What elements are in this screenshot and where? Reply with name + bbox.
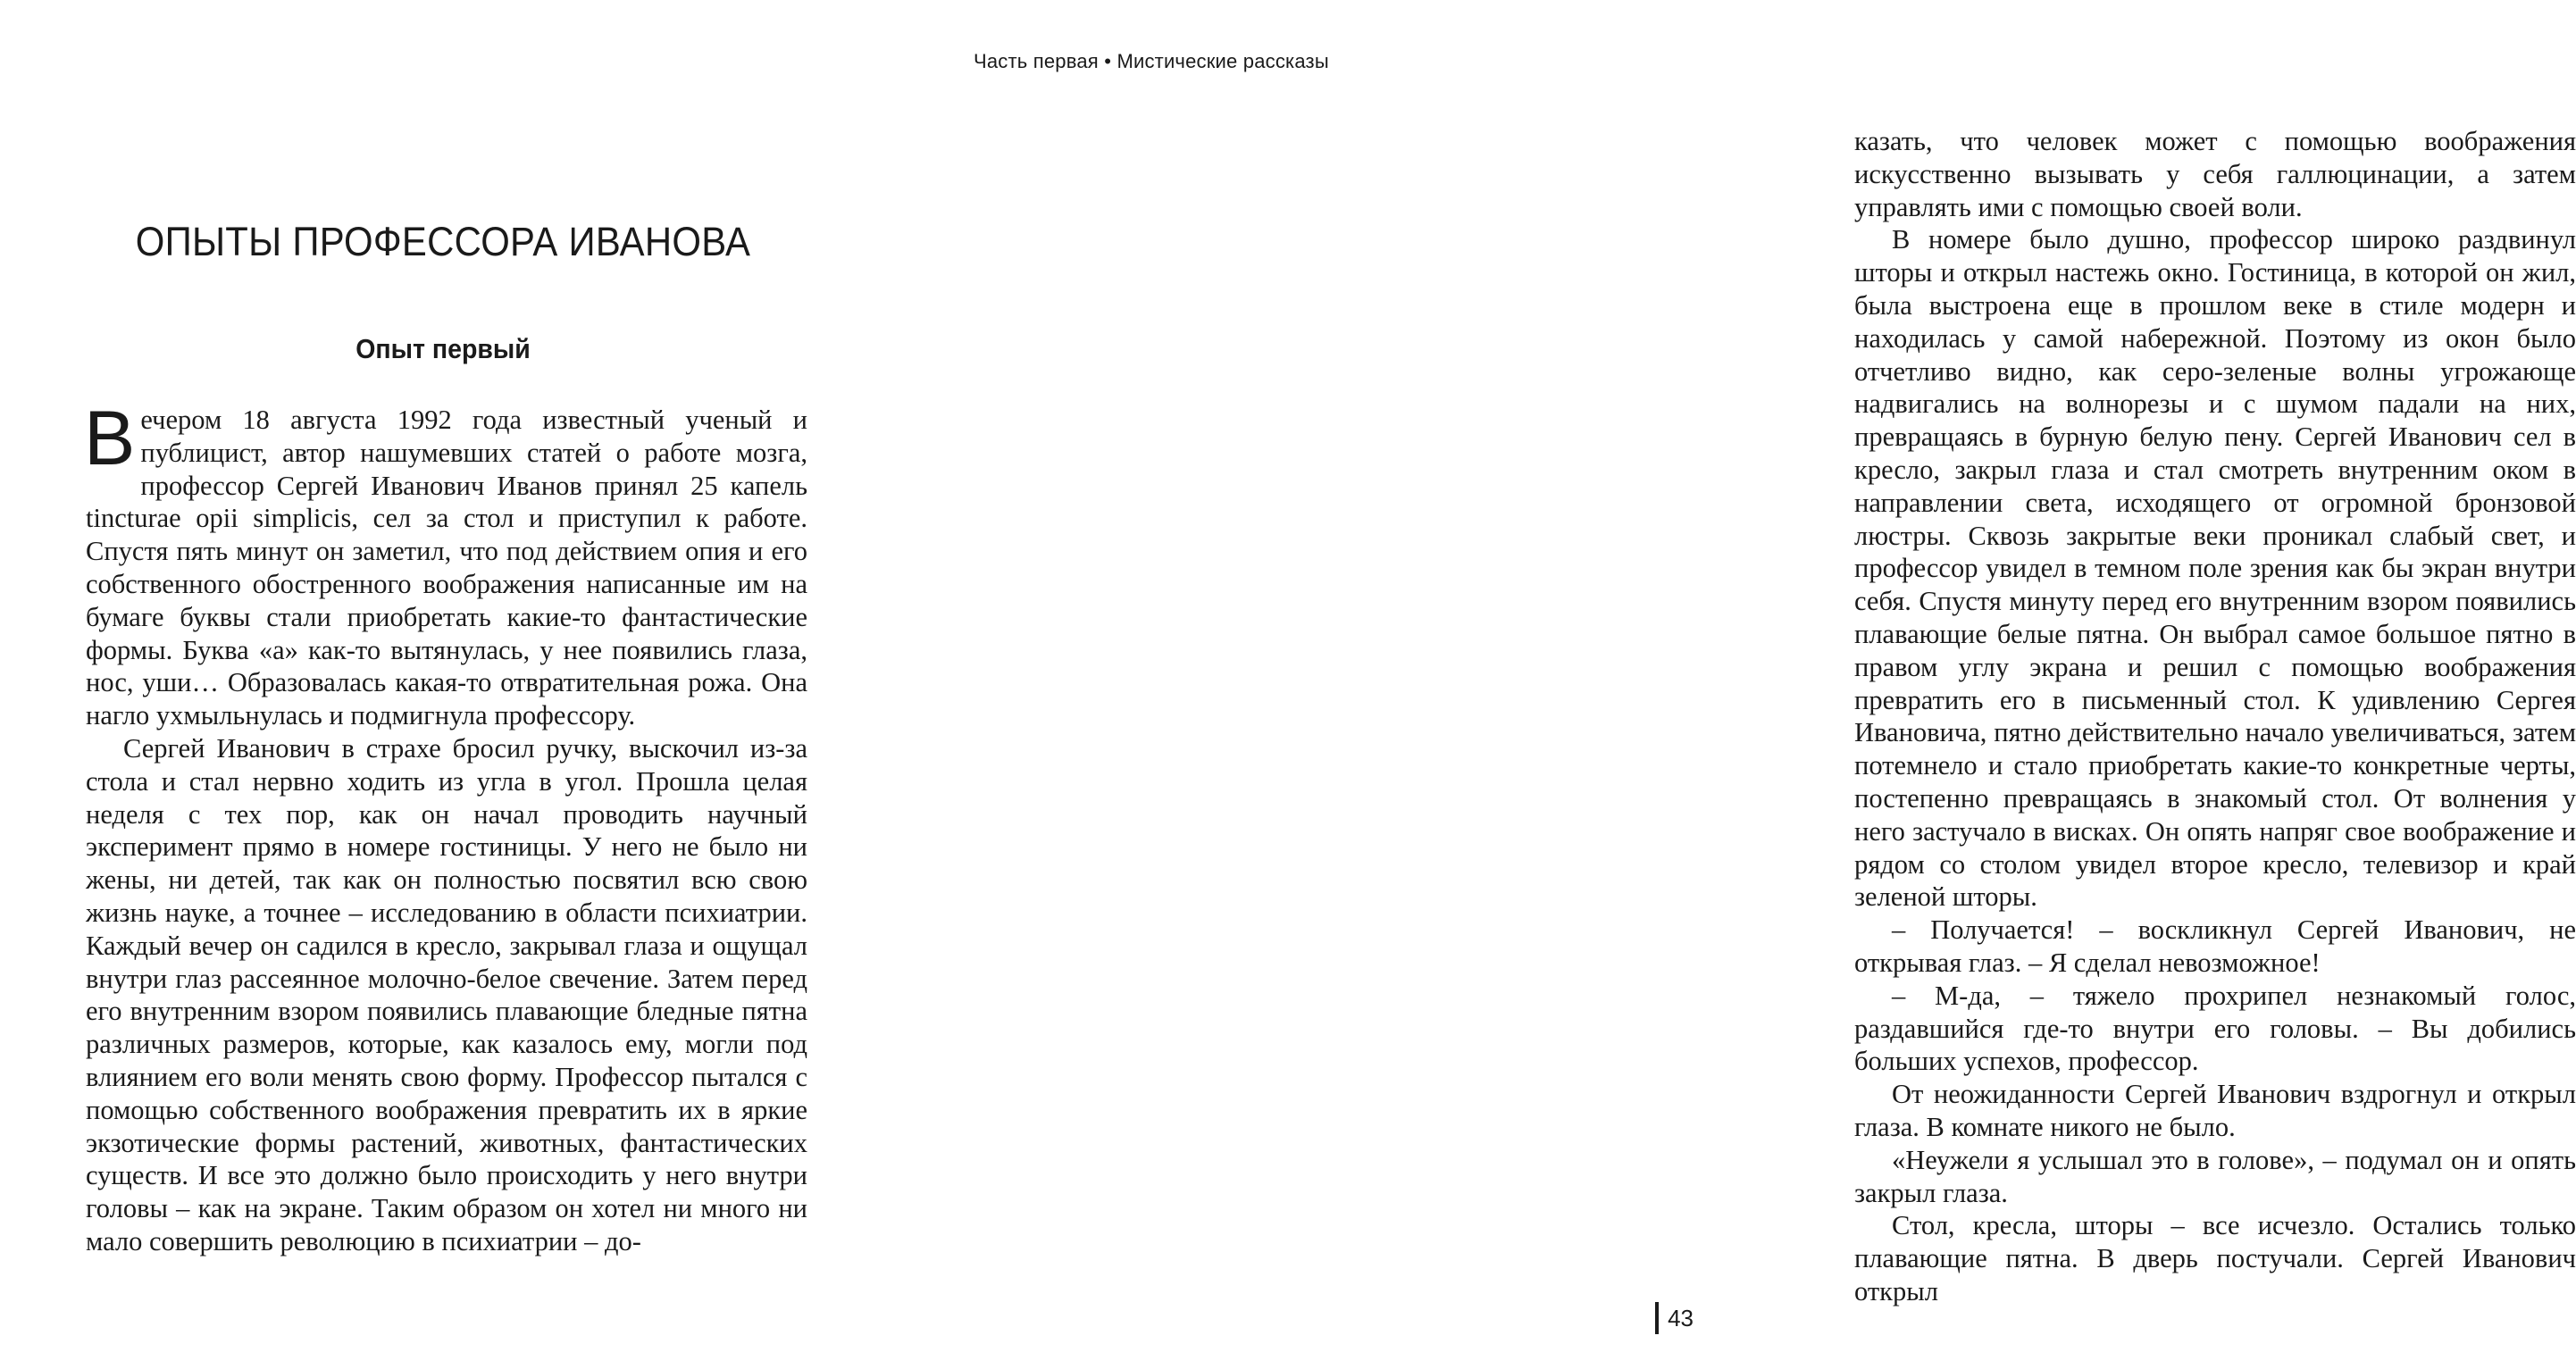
left-body-text xyxy=(84,396,807,1258)
drop-cap: В xyxy=(84,396,136,481)
paragraph: Сергей Иванович в страхе бросил ручку, выскочил из-за стола и стал нервно ходить из угла в угол. Прошла целая неделя с тех пор, как он начал проводить научный эксперимент прямо в номере гостиницы. У него не было ни жены, ни детей, так как он полностью посвятил всю свою жизнь науке, а точнее – исследованию в области психиатрии. Каждый вечер он садился в кресло, закрывал глаза и ощущал внутри глаз рассеянное молочно-белое свечение. Затем перед его внутренним взором появились плавающие бледные пятна различных размеров, которые, как казалось ему, могли под влиянием его воли менять свою форму. Профессор пытался с помощью собственного воображения превратить их в яркие экзотические формы растений, животных, фантастических существ. И все это должно было происходить у него внутри головы – как на экране. Таким образом он хотел ни много ни мало совершить революцию в психиатрии – до- xyxy=(86,732,807,1256)
right-page xyxy=(881,0,2576,1369)
page-number-block xyxy=(1655,1302,1694,1334)
paragraph: В номере было душно, профессор широко раздвинул шторы и открыл настежь окно. Гостиница, в которой он жил, была выстроена еще в прошлом веке в стиле модерн и находилась у самой набережной. Поэтому из окон было отчетливо видно, как серо-зеленые волны угрожающе надвигались на волнорезы и с шумом падали на них, превращаясь в бурную белую пену. Сергей Иванович сел в кресло, закрыл глаза и стал смотреть внутренним оком в направлении света, исходящего от огромной бронзовой люстры. Сквозь закрытые веки проникал слабый свет, и профессор увидел в темном поле зрения как бы экран внутри себя. Спустя минуту перед его внутренним взором появились плавающие белые пятна. Он выбрал самое большое пятно в правом углу экрана и решил с помощью воображения превратить его в письменный стол. К удивлению Сергея Ивановича, пятно действительно начало увеличиваться, затем потемнело и стало приобретать какие-то конкретные черты, постепенно превращаясь в знакомый стол. От волнения у него застучало в висках. Он опять напряг свое воображение и рядом со столом увидел второе кресло, телевизор и край зеленой шторы. xyxy=(1854,224,2576,913)
folio-rule xyxy=(1655,1302,1659,1334)
paragraph: «Неужели я услышал это в голове», – подумал он и опять закрыл глаза. xyxy=(1854,1144,2576,1208)
paragraph: Стол, кресла, шторы – все исчезло. Остались только плавающие пятна. В дверь постучали. Сергей Иванович открыл xyxy=(1854,1210,2576,1306)
left-page xyxy=(0,0,881,1369)
page-number: 43 xyxy=(1668,1304,1694,1331)
paragraph xyxy=(84,396,807,732)
right-body-text xyxy=(1854,125,2576,1308)
paragraph: – М-да, – тяжело прохрипел незнакомый голос, раздавшийся где-то внутри его головы. – Вы добились больших успехов, профессор. xyxy=(1854,980,2576,1077)
paragraph-text: ечером 18 августа 1992 года известный ученый и публицист, автор нашумевших статей о работе мозга, профессор Сергей Иванович Иванов принял 25 капель tincturae opii simplicis, сел за стол и приступил к работе. Спустя пять минут он заметил, что под действием опия и его собственного обостренного воображения написанные им на бумаге буквы стали приобретать какие-то фантастические формы. Буква «а» как-то вытянулась, у нее появились глаза, нос, уши… Образовалась какая-то отвратительная рожа. Она нагло ухмыльнулась и подмигнула профессору. xyxy=(86,405,807,731)
paragraph: – Получается! – воскликнул Сергей Иванович, не открывая глаз. – Я сделал невозможное! xyxy=(1854,914,2576,978)
running-head: Часть первая • Мистические рассказы xyxy=(974,50,1329,72)
section-heading: Опыт первый xyxy=(355,333,531,364)
paragraph: казать, что человек может с помощью воображения искусственно вызывать у себя галлюцинации, а затем управлять ими с помощью своей воли. xyxy=(1854,126,2576,222)
chapter-title: ОПЫТЫ ПРОФЕССОРА ИВАНОВА xyxy=(135,219,751,264)
paragraph: От неожиданности Сергей Иванович вздрогнул и открыл глаза. В комнате никого не было. xyxy=(1854,1079,2576,1142)
